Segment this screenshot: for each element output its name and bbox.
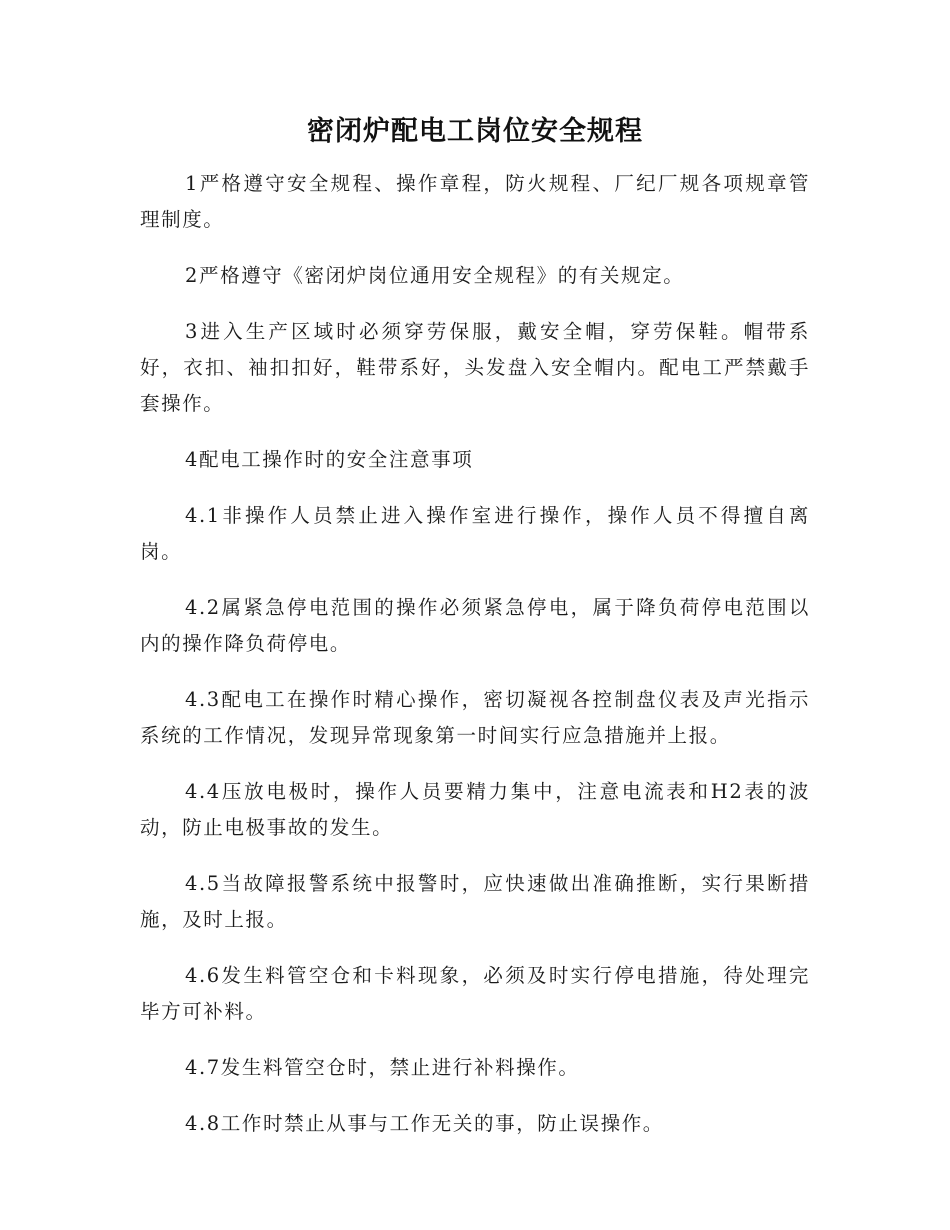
- paragraph-4-3: 4.3配电工在操作时精心操作，密切凝视各控制盘仪表及声光指示系统的工作情况，发现异常现象第一时间实行应急措施并上报。: [140, 688, 810, 747]
- paragraph-4-7: 4.7发生料管空仓时，禁止进行补料操作。: [185, 1056, 580, 1079]
- paragraph-4-5: 4.5当故障报警系统中报警时，应快速做出准确推断，实行果断措施，及时上报。: [140, 872, 810, 931]
- paragraph-4: 4配电工操作时的安全注意事项: [185, 448, 474, 471]
- paragraph-4-2: 4.2属紧急停电范围的操作必须紧急停电，属于降负荷停电范围以内的操作降负荷停电。: [140, 596, 810, 655]
- document-title: 密闭炉配电工岗位安全规程: [307, 116, 643, 147]
- paragraph-1: 1严格遵守安全规程、操作章程，防火规程、厂纪厂规各项规章管理制度。: [140, 172, 810, 231]
- document-body: [140, 166, 810, 1162]
- paragraph-2: 2严格遵守《密闭炉岗位通用安全规程》的有关规定。: [185, 264, 685, 287]
- paragraph-4-1: 4.1非操作人员禁止进入操作室进行操作，操作人员不得擅自离岗。: [140, 504, 810, 563]
- paragraph-4-6: 4.6发生料管空仓和卡料现象，必须及时实行停电措施，待处理完毕方可补料。: [140, 964, 810, 1023]
- paragraph-3: 3进入生产区域时必须穿劳保服，戴安全帽，穿劳保鞋。帽带系好，衣扣、袖扣扣好，鞋带系好，头发盘入安全帽内。配电工严禁戴手套操作。: [140, 320, 810, 415]
- paragraph-4-4: 4.4压放电极时，操作人员要精力集中，注意电流表和H2表的波动，防止电极事故的发生。: [140, 780, 810, 839]
- paragraph-4-8: 4.8工作时禁止从事与工作无关的事，防止误操作。: [185, 1112, 664, 1135]
